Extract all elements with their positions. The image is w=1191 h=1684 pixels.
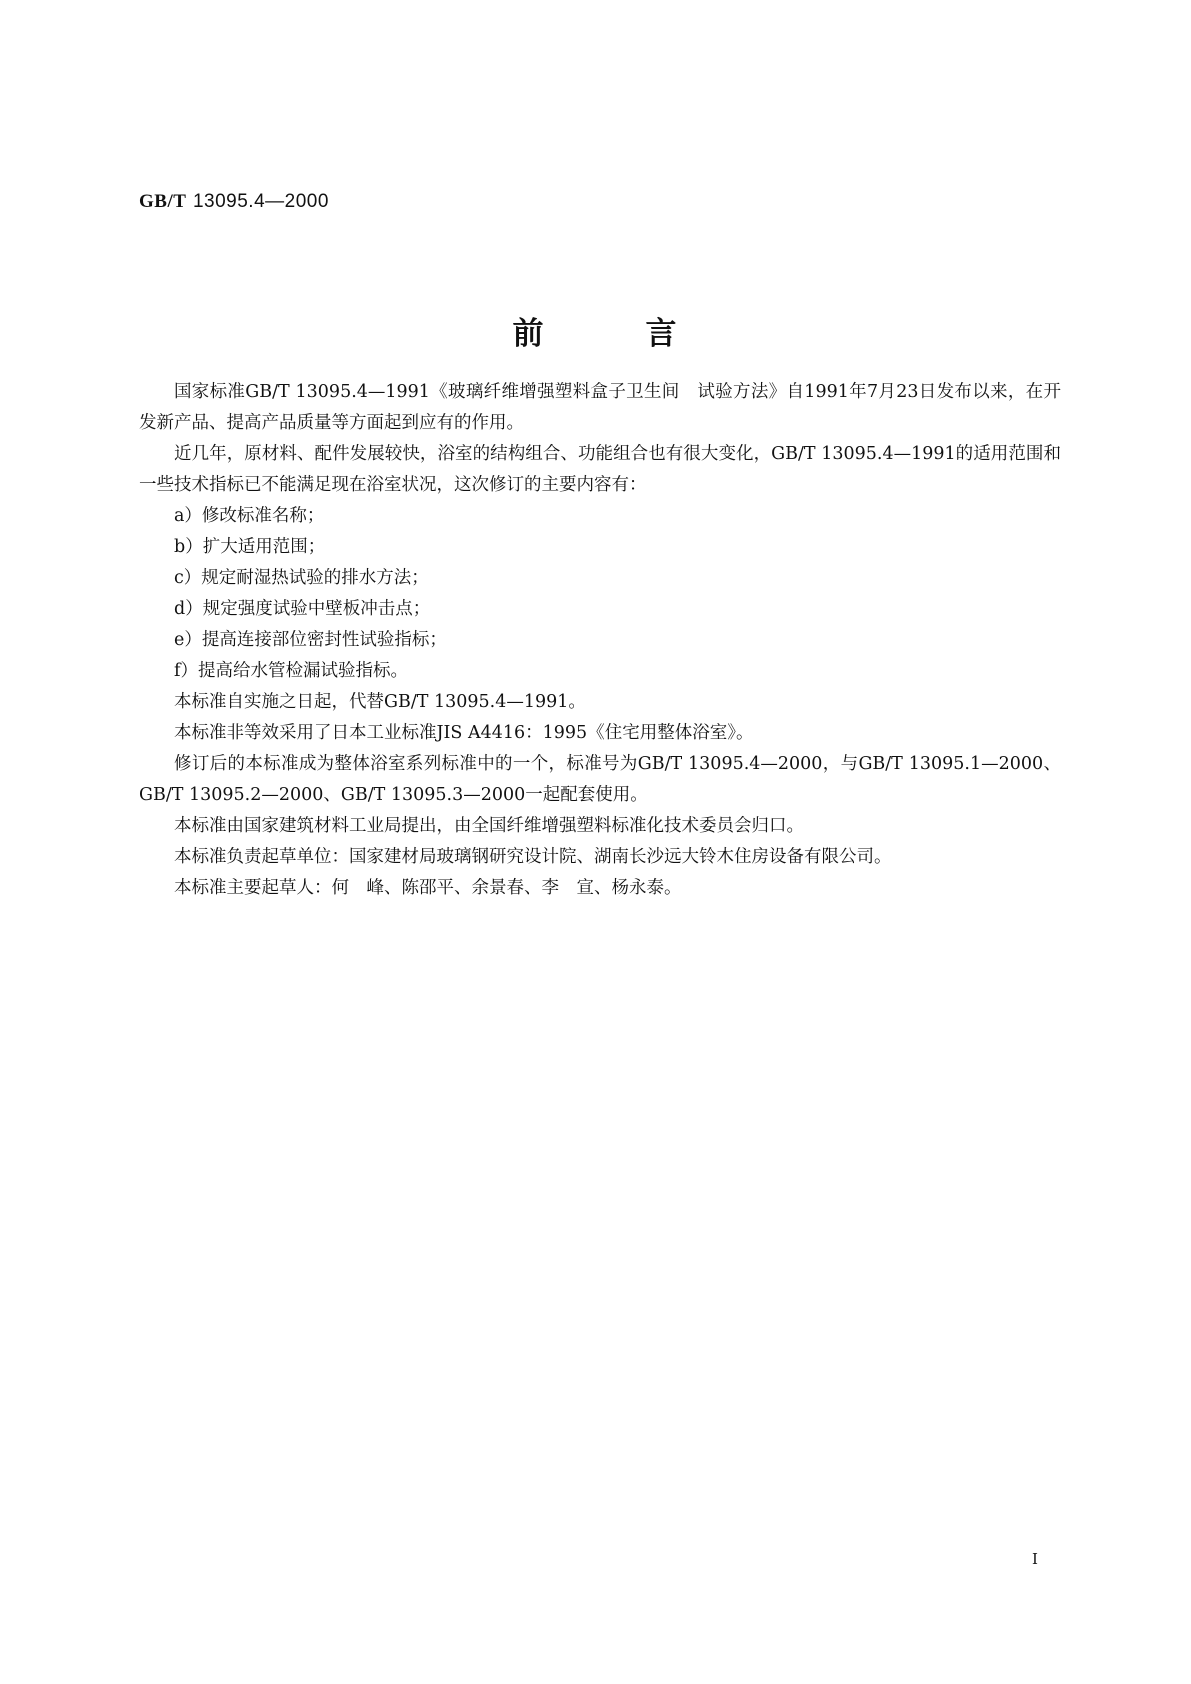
standard-number: 13095.4—2000 [192,191,329,212]
list-item: d）规定强度试验中壁板冲击点； [174,599,431,619]
paragraph-drafters: 本标准主要起草人：何 峰、陈邵平、余景春、李 宣、杨永泰。 [174,878,682,898]
paragraph-series: 修订后的本标准成为整体浴室系列标准中的一个，标准号为GB/T 13095.4—2000，与GB/T 13095.1—2000、GB/T 13095.2—2000、GB/T 13095.3—2000一起配套使用。 [139,754,1061,805]
paragraph-replacement: 本标准自实施之日起，代替GB/T 13095.4—1991。 [174,692,586,712]
list-item: b）扩大适用范围； [174,537,326,557]
page-number: I [1032,1550,1038,1568]
title-char-1: 前 [512,316,546,352]
paragraph-history: 国家标准GB/T 13095.4—1991《玻璃纤维增强塑料盒子卫生间 试验方法》自1991年7月23日发布以来，在开发新产品、提高产品质量等方面起到应有的作用。 [139,382,1061,433]
page-title [0,308,1191,353]
title-char-2: 言 [645,316,679,352]
list-item: e）提高连接部位密封性试验指标； [174,630,447,650]
list-item: c）规定耐湿热试验的排水方法； [174,568,429,588]
paragraph-adoption: 本标准非等效采用了日本工业标准JIS A4416：1995《住宅用整体浴室》。 [174,723,754,743]
list-item: f）提高给水管检漏试验指标。 [174,661,408,681]
list-item: a）修改标准名称； [174,506,325,526]
foreword-body [139,377,1061,904]
standard-identifier [139,190,329,213]
paragraph-revision-reason: 近几年，原材料、配件发展较快，浴室的结构组合、功能组合也有很大变化，GB/T 13095.4—1991的适用范围和一些技术指标已不能满足现在浴室状况，这次修订的主要内容有： [139,444,1061,495]
paragraph-proposer: 本标准由国家建筑材料工业局提出，由全国纤维增强塑料标准化技术委员会归口。 [174,816,804,836]
paragraph-drafting-units: 本标准负责起草单位：国家建材局玻璃钢研究设计院、湖南长沙远大铃木住房设备有限公司。 [174,847,892,867]
standard-prefix: GB/T [139,191,187,212]
